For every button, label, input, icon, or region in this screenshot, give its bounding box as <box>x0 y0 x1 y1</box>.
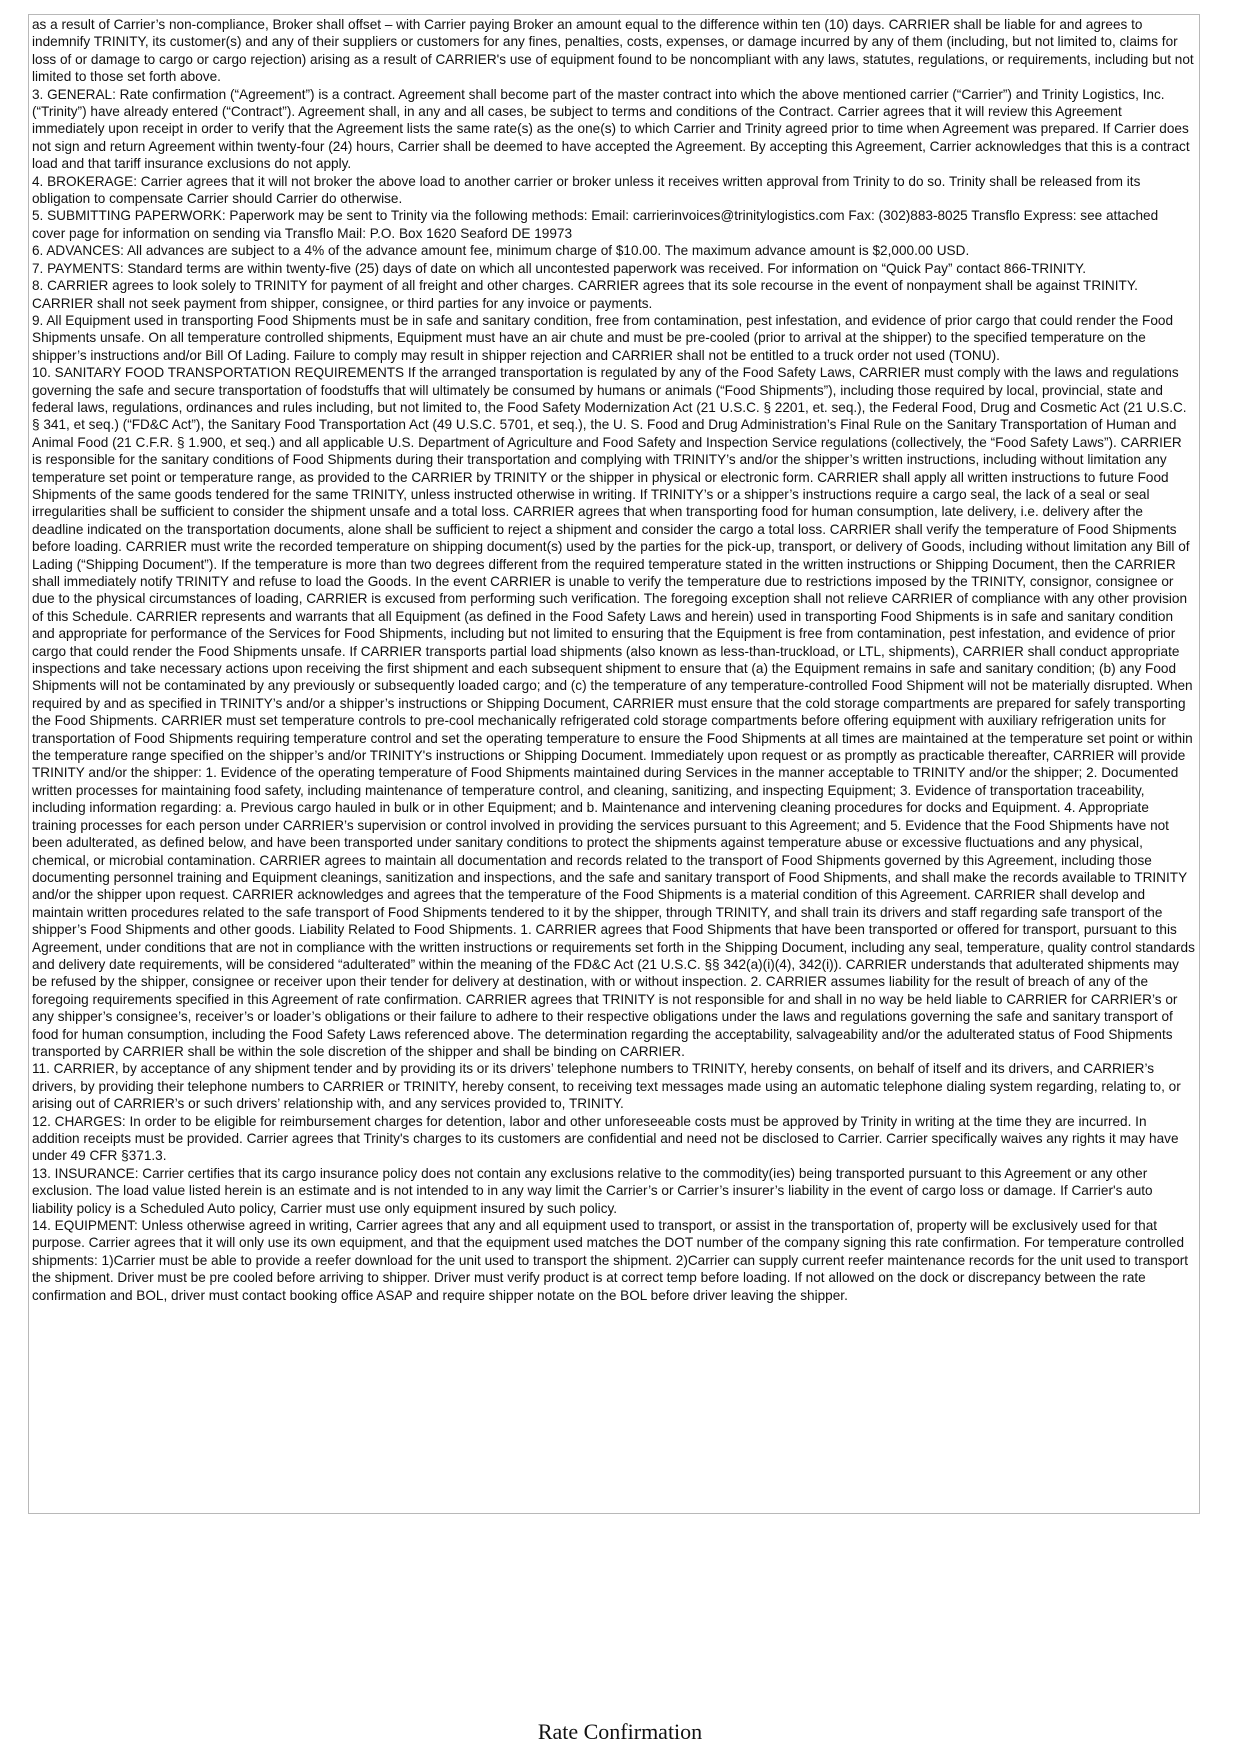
clause-5-submitting-paperwork: 5. SUBMITTING PAPERWORK: Paperwork may be sent to Trinity via the following methods: Email: carrierinvoices@trinitylogistics.com Fax: (302)883-8025 Transflo Express: see attached cover page for information on sending via Transflo Mail: P.O. Box 1620 Seaford DE 19973 <box>32 208 1159 241</box>
page-footer-title: Rate Confirmation <box>537 1719 703 1744</box>
clause-10-sanitary-food-transportation: 10. SANITARY FOOD TRANSPORTATION REQUIREMENTS If the arranged transportation is regulated by any of the Food Safety Laws, CARRIER must comply with the laws and regulations governing the safe and secure transportation of foodstuffs that will ultimately be consumed by humans or animals (“Food Shipments”), including those required by local, provincial, state and federal laws, regulations, ordinances and rules including, but not limited to, the Food Safety Modernization Act (21 U.S.C. § 2201, et. seq.), the Federal Food, Drug and Cosmetic Act (21 U.S.C. § 341, et seq.) (“FD&C Act”), the Sanitary Food Transportation Act (49 U.S.C. 5701, et seq.), the U. S. Food and Drug Administration’s Final Rule on the Sanitary Transportation of Human and Animal Food (21 C.F.R. § 1.900, et seq.) and all applicable U.S. Department of Agriculture and Food Safety and Inspection Service regulations (collectively, the “Food Safety Laws”). CARRIER is responsible for the sanitary conditions of Food Shipments during their transportation and complying with TRINITY’s and/or the shipper’s written instructions, including without limitation any temperature set point or temperature range, as provided to the CARRIER by TRINITY or the shipper in physical or electronic form. CARRIER shall apply all written instructions to future Food Shipments of the same goods tendered for the same TRINITY, unless instructed otherwise in writing. If TRINITY’s or a shipper’s instructions require a cargo seal, the lack of a seal or seal irregularities shall be sufficient to consider the shipment unsafe and a total loss. CARRIER agrees that when transporting food for human consumption, late delivery, i.e. delivery after the deadline indicated on the transportation documents, alone shall be sufficient to reject a shipment and consider the cargo a total loss. CARRIER shall verify the temperature of Food Shipments before loading. CARRIER must write the recorded temperature on shipping document(s) used by the parties for the pick-up, transport, or delivery of Goods, including without limitation any Bill of Lading (“Shipping Document”). If the temperature is more than two degrees different from the required temperature stated in the written instructions or Shipping Document, then the CARRIER shall immediately notify TRINITY and refuse to load the Goods. In the event CARRIER is unable to verify the temperature due to restrictions imposed by the TRINITY, consignor, consignee or due to the physical circumstances of loading, CARRIER is excused from performing such verification. The foregoing exception shall not relieve CARRIER of compliance with any other provision of this Schedule. CARRIER represents and warrants that all Equipment (as defined in the Food Safety Laws and herein) used in transporting Food Shipments is in safe and sanitary condition and appropriate for performance of the Services for Food Shipments, including but not limited to ensuring that the Equipment is free from contamination, pest infestation, and evidence of prior cargo that could render the Food Shipments unsafe. If CARRIER transports partial load shipments (also known as less-than-truckload, or LTL, shipments), CARRIER shall conduct appropriate inspections and take necessary actions upon receiving the first shipment and each subsequent shipment to ensure that (a) the Equipment remains in safe and sanitary condition; (b) any Food Shipments will not be contaminated by any previously or subsequently loaded cargo; and (c) the temperature of any temperature-controlled Food Shipment will not be materially disrupted. When required by and as specified in TRINITY’s and/or a shipper’s instructions or Shipping Document, CARRIER must ensure that the cold storage compartments are prepared for safely transporting the Food Shipments. CARRIER must set temperature controls to pre-cool mechanically refrigerated cold storage compartments before offering equipment with auxiliary refrigeration units for transportation of Food Shipments requiring temperature control and set the operating temperature to ensure the Food Shipments at all times are maintained at the temperature set point or within the temperature range specified on the shipper’s and/or TRINITY's instructions or Shipping Document. Immediately upon request or as promptly as practicable thereafter, CARRIER will provide TRINITY and/or the shipper: 1. Evidence of the operating temperature of Food Shipments maintained during Services in the manner acceptable to TRINITY and/or the shipper; 2. Documented written processes for maintaining food safety, including maintenance of temperature control, and cleaning, sanitizing, and inspecting Equipment; 3. Evidence of transportation traceability, including information regarding: a. Previous cargo hauled in bulk or in other Equipment; and b. Maintenance and intervening cleaning procedures for docks and Equipment. 4. Appropriate training processes for each person under CARRIER’s supervision or control involved in providing the services pursuant to this Agreement; and 5. Evidence that the Food Shipments have not been adulterated, as defined below, and have been transported under sanitary conditions to protect the shipments against temperature abuse or excessive fluctuations and any physical, chemical, or microbial contamination. CARRIER agrees to maintain all documentation and records related to the transport of Food Shipments governed by this Agreement, including those documenting personnel training and Equipment cleanings, sanitization and inspections, and the safe and sanitary transport of Food Shipments, and shall make the records available to TRINITY and/or the shipper upon request. CARRIER acknowledges and agrees that the temperature of the Food Shipments is a material condition of this Agreement. CARRIER shall develop and maintain written procedures related to the safe transport of Food Shipments tendered to it by the shipper, through TRINITY, and shall train its drivers and staff regarding safe transport of the shipper’s Food Shipments and other goods. Liability Related to Food Shipments. 1. CARRIER agrees that Food Shipments that have been transported or offered for transport, pursuant to this Agreement, under conditions that are not in compliance with the written instructions or requirements set forth in the Shipping Document, including any seal, temperature, quality control standards and delivery date requirements, will be considered “adulterated” within the meaning of the FD&C Act (21 U.S.C. §§ 342(a)(i)(4), 342(i)). CARRIER understands that adulterated shipments may be refused by the shipper, consignee or receiver upon their tender for delivery at destination, with or without inspection. 2. CARRIER assumes liability for the result of breach of any of the foregoing requirements specified in this Agreement of rate confirmation. CARRIER agrees that TRINITY is not responsible for and shall in no way be held liable to CARRIER for CARRIER’s or any shipper’s consignee’s, receiver’s or loader’s obligations or their failure to adhere to their respective obligations under the laws and regulations governing the safe and sanitary transport of food for human consumption, including the Food Safety Laws referenced above. The determination regarding the acceptability, salvageability and/or the adulterated status of Food Shipments transported by CARRIER shall be within the sole discretion of the shipper and shall be binding on CARRIER. <box>32 365 1195 1059</box>
clause-equipment-compliance-continued: as a result of Carrier’s non-compliance, Broker shall offset – with Carrier paying Broker an amount equal to the difference within ten (10) days. CARRIER shall be liable for and agrees to indemnify TRINITY, its customer(s) and any of their suppliers or customers for any fines, penalties, costs, expenses, or damage incurred by any of them (including, but not limited to, claims for loss of or damage to cargo or cargo rejection) arising as a result of CARRIER's use of equipment found to be noncompliant with any laws, statutes, regulations, or requirements, including but not limited to those set forth above. <box>32 17 1194 85</box>
clause-13-insurance: 13. INSURANCE: Carrier certifies that its cargo insurance policy does not contain any exclusions relative to the commodity(ies) being transported pursuant to this Agreement or any other exclusion. The load value listed herein is an estimate and is not intended to in any way limit the Carrier’s or Carrier’s insurer’s liability in the event of cargo loss or damage. If Carrier's auto liability policy is a Scheduled Auto policy, Carrier must use only equipment insured by such policy. <box>32 1165 1153 1216</box>
clause-6-advances: 6. ADVANCES: All advances are subject to a 4% of the advance amount fee, minimum charge of $10.00. The maximum advance amount is $2,000.00 USD. <box>32 243 970 259</box>
terms-and-conditions-box <box>28 14 1200 1514</box>
clause-8-payment-recourse: 8. CARRIER agrees to look solely to TRINITY for payment of all freight and other charges. CARRIER agrees that its sole recourse in the event of nonpayment shall be against TRINITY. CARRIER shall not seek payment from shipper, consignee, or third parties for any invoice or payments. <box>32 278 1138 311</box>
clause-7-payments: 7. PAYMENTS: Standard terms are within twenty-five (25) days of date on which all uncontested paperwork was received. For information on “Quick Pay” contact 866-TRINITY. <box>32 260 1086 276</box>
clause-11-text-message-consent: 11. CARRIER, by acceptance of any shipment tender and by providing its or its drivers’ telephone numbers to TRINITY, hereby consents, on behalf of itself and its drivers, and CARRIER’s drivers, by providing their telephone numbers to CARRIER or TRINITY, hereby consent, to receiving text messages made using an automatic telephone dialing system regarding, relating to, or arising out of CARRIER’s or such drivers’ relationship with, and any services provided to, TRINITY. <box>32 1061 1181 1112</box>
clause-12-charges: 12. CHARGES: In order to be eligible for reimbursement charges for detention, labor and other unforeseeable costs must be approved by Trinity in writing at the time they are incurred. In addition receipts must be provided. Carrier agrees that Trinity's charges to its customers are confidential and need not be disclosed to Carrier. Carrier specifically waives any rights it may have under 49 CFR §371.3. <box>32 1113 1179 1164</box>
clause-14-equipment: 14. EQUIPMENT: Unless otherwise agreed in writing, Carrier agrees that any and all equipment used to transport, or assist in the transportation of, property will be exclusively used for that purpose. Carrier agrees that it will only use its own equipment, and that the equipment used matches the DOT number of the company signing this rate confirmation. For temperature controlled shipments: 1)Carrier must be able to provide a reefer download for the unit used to transport the shipment. 2)Carrier can supply current reefer maintenance records for the unit used to transport the shipment. Driver must be pre cooled before arriving to shipper. Driver must verify product is at correct temp before loading. If not allowed on the dock or discrepancy between the rate confirmation and BOL, driver must contact booking office ASAP and require shipper notate on the BOL before driver leaving the shipper. <box>32 1218 1189 1303</box>
clause-3-general: 3. GENERAL: Rate confirmation (“Agreement”) is a contract. Agreement shall become part of the master contract into which the above mentioned carrier (“Carrier”) and Trinity Logistics, Inc. (“Trinity”) have already entered (“Contract”). Agreement shall, in any and all cases, be subject to terms and conditions of the Contract. Carrier agrees that it will review this Agreement immediately upon receipt in order to verify that the Agreement lists the same rate(s) as the one(s) to which Carrier and Trinity agreed prior to time when Agreement was prepared. If Carrier does not sign and return Agreement within twenty-four (24) hours, Carrier shall be deemed to have accepted the Agreement. By accepting this Agreement, Carrier acknowledges that this is a contract load and that tariff insurance exclusions do not apply. <box>32 86 1190 172</box>
clause-9-equipment-sanitation: 9. All Equipment used in transporting Food Shipments must be in safe and sanitary condition, free from contamination, pest infestation, and evidence of prior cargo that could render the Food Shipments unsafe. On all temperature controlled shipments, Equipment must have an air chute and must be pre-cooled (prior to arrival at the shipper) to the specified temperature on the shipper’s instructions and/or Bill Of Lading. Failure to comply may result in shipper rejection and CARRIER shall not be entitled to a truck order not used (TONU). <box>32 312 1174 363</box>
clause-4-brokerage: 4. BROKERAGE: Carrier agrees that it will not broker the above load to another carrier or broker unless it receives written approval from Trinity to do so. Trinity shall be released from its obligation to compensate Carrier should Carrier do otherwise. <box>32 173 1141 207</box>
